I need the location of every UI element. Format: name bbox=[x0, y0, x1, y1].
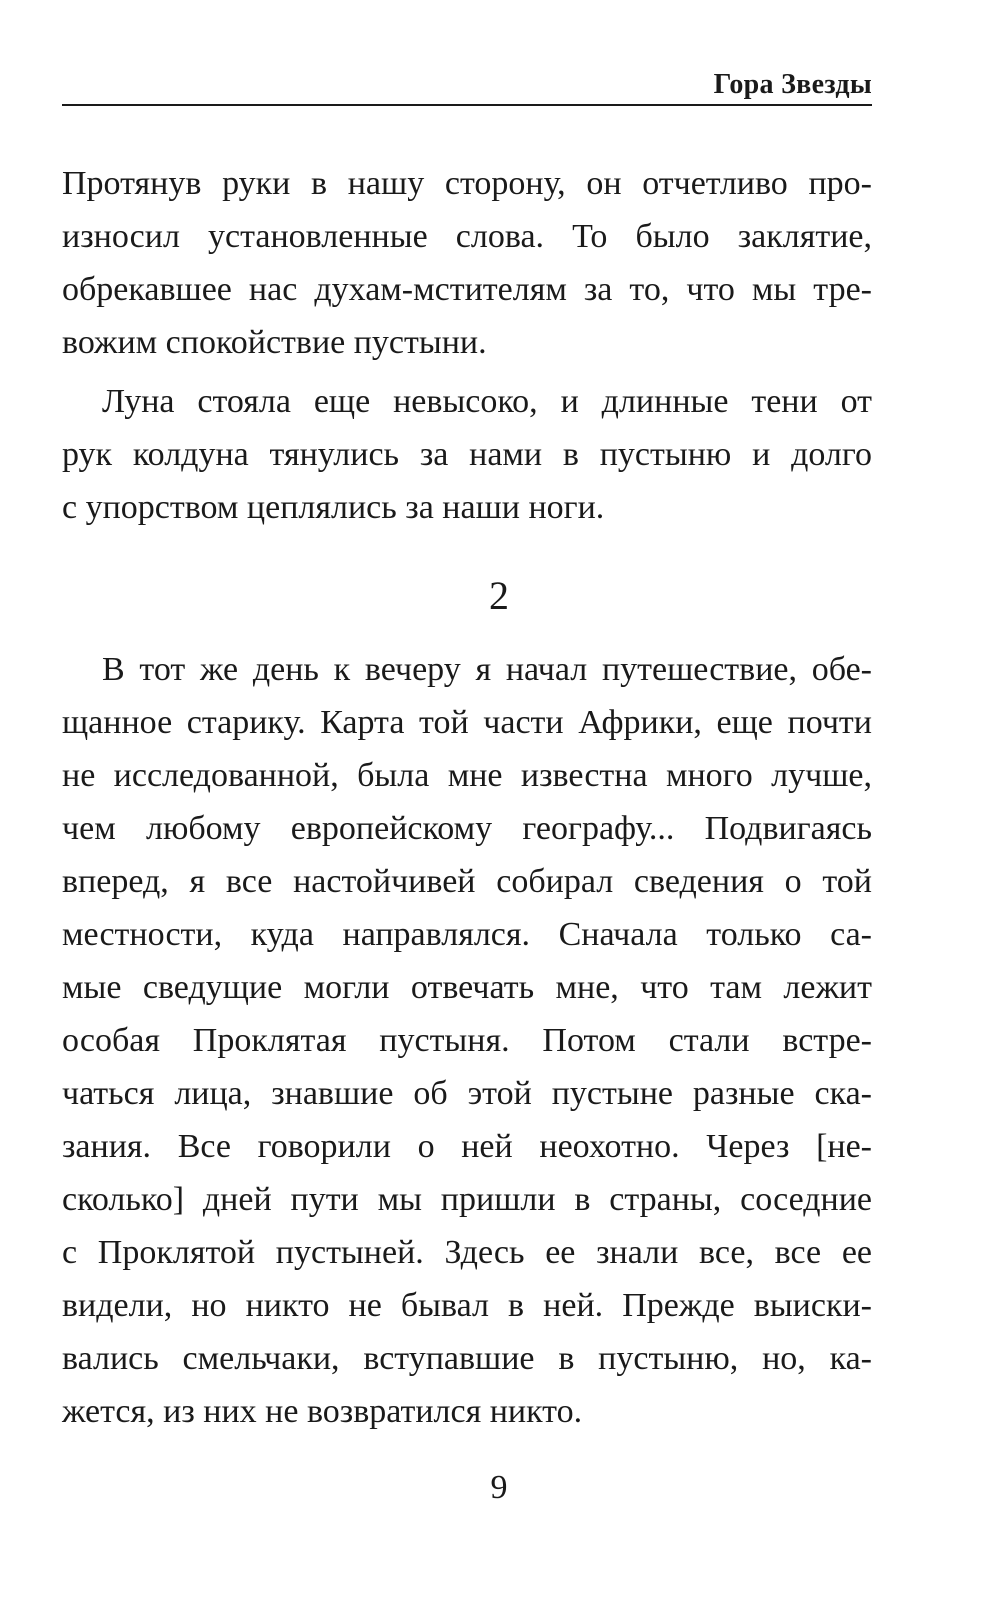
text-line: местности, куда направлялся. Сначала только са- bbox=[62, 916, 872, 953]
text-line: Луна стояла еще невысоко, и длинные тени от bbox=[102, 383, 872, 420]
text-line: жется, из них не возвратился никто. bbox=[62, 1393, 583, 1430]
text-block-2 bbox=[62, 643, 872, 1438]
text-line: мые сведущие могли отвечать мне, что там лежит bbox=[62, 969, 872, 1006]
text-line: вперед, я все настойчивей собирал сведения о той bbox=[62, 863, 872, 900]
text-line: вожим спокойствие пустыни. bbox=[62, 324, 487, 361]
text-line: вались смельчаки, вступавшие в пустыню, но, ка- bbox=[62, 1340, 872, 1377]
running-title: Гора Звезды bbox=[713, 69, 872, 100]
text-line: В тот же день к вечеру я начал путешествие, обе- bbox=[102, 651, 872, 688]
text-line: чем любому европейскому географу... Подвигаясь bbox=[62, 810, 872, 847]
text-line: обрекавшее нас духам-мстителям за то, что мы тре- bbox=[62, 271, 872, 308]
text-line: видели, но никто не бывал в ней. Прежде выиски- bbox=[62, 1287, 872, 1324]
text-line: с Проклятой пустыней. Здесь ее знали все, все ее bbox=[62, 1234, 872, 1271]
text-line: износил установленные слова. То было заклятие, bbox=[62, 218, 872, 255]
paragraph bbox=[62, 157, 872, 369]
page-number: 9 bbox=[490, 1469, 508, 1506]
chapter-number: 2 bbox=[489, 573, 509, 618]
paragraph bbox=[62, 643, 872, 1438]
text-line: сколько] дней пути мы пришли в страны, соседние bbox=[62, 1181, 872, 1218]
text-line: зания. Все говорили о ней неохотно. Через [не- bbox=[62, 1128, 872, 1165]
text-line: Протянув руки в нашу сторону, он отчетливо про- bbox=[62, 165, 872, 202]
text-line: рук колдуна тянулись за нами в пустыню и долго bbox=[62, 436, 872, 473]
text-line: особая Проклятая пустыня. Потом стали встре- bbox=[62, 1022, 872, 1059]
text-line: не исследованной, была мне известна много лучше, bbox=[62, 757, 872, 794]
text-line: щанное старику. Карта той части Африки, еще почти bbox=[62, 704, 872, 741]
text-block-1 bbox=[62, 157, 872, 534]
paragraph bbox=[62, 375, 872, 534]
text-line: чаться лица, знавшие об этой пустыне разные ска- bbox=[62, 1075, 872, 1112]
text-line: с упорством цеплялись за наши ноги. bbox=[62, 489, 605, 526]
running-head bbox=[62, 66, 872, 106]
